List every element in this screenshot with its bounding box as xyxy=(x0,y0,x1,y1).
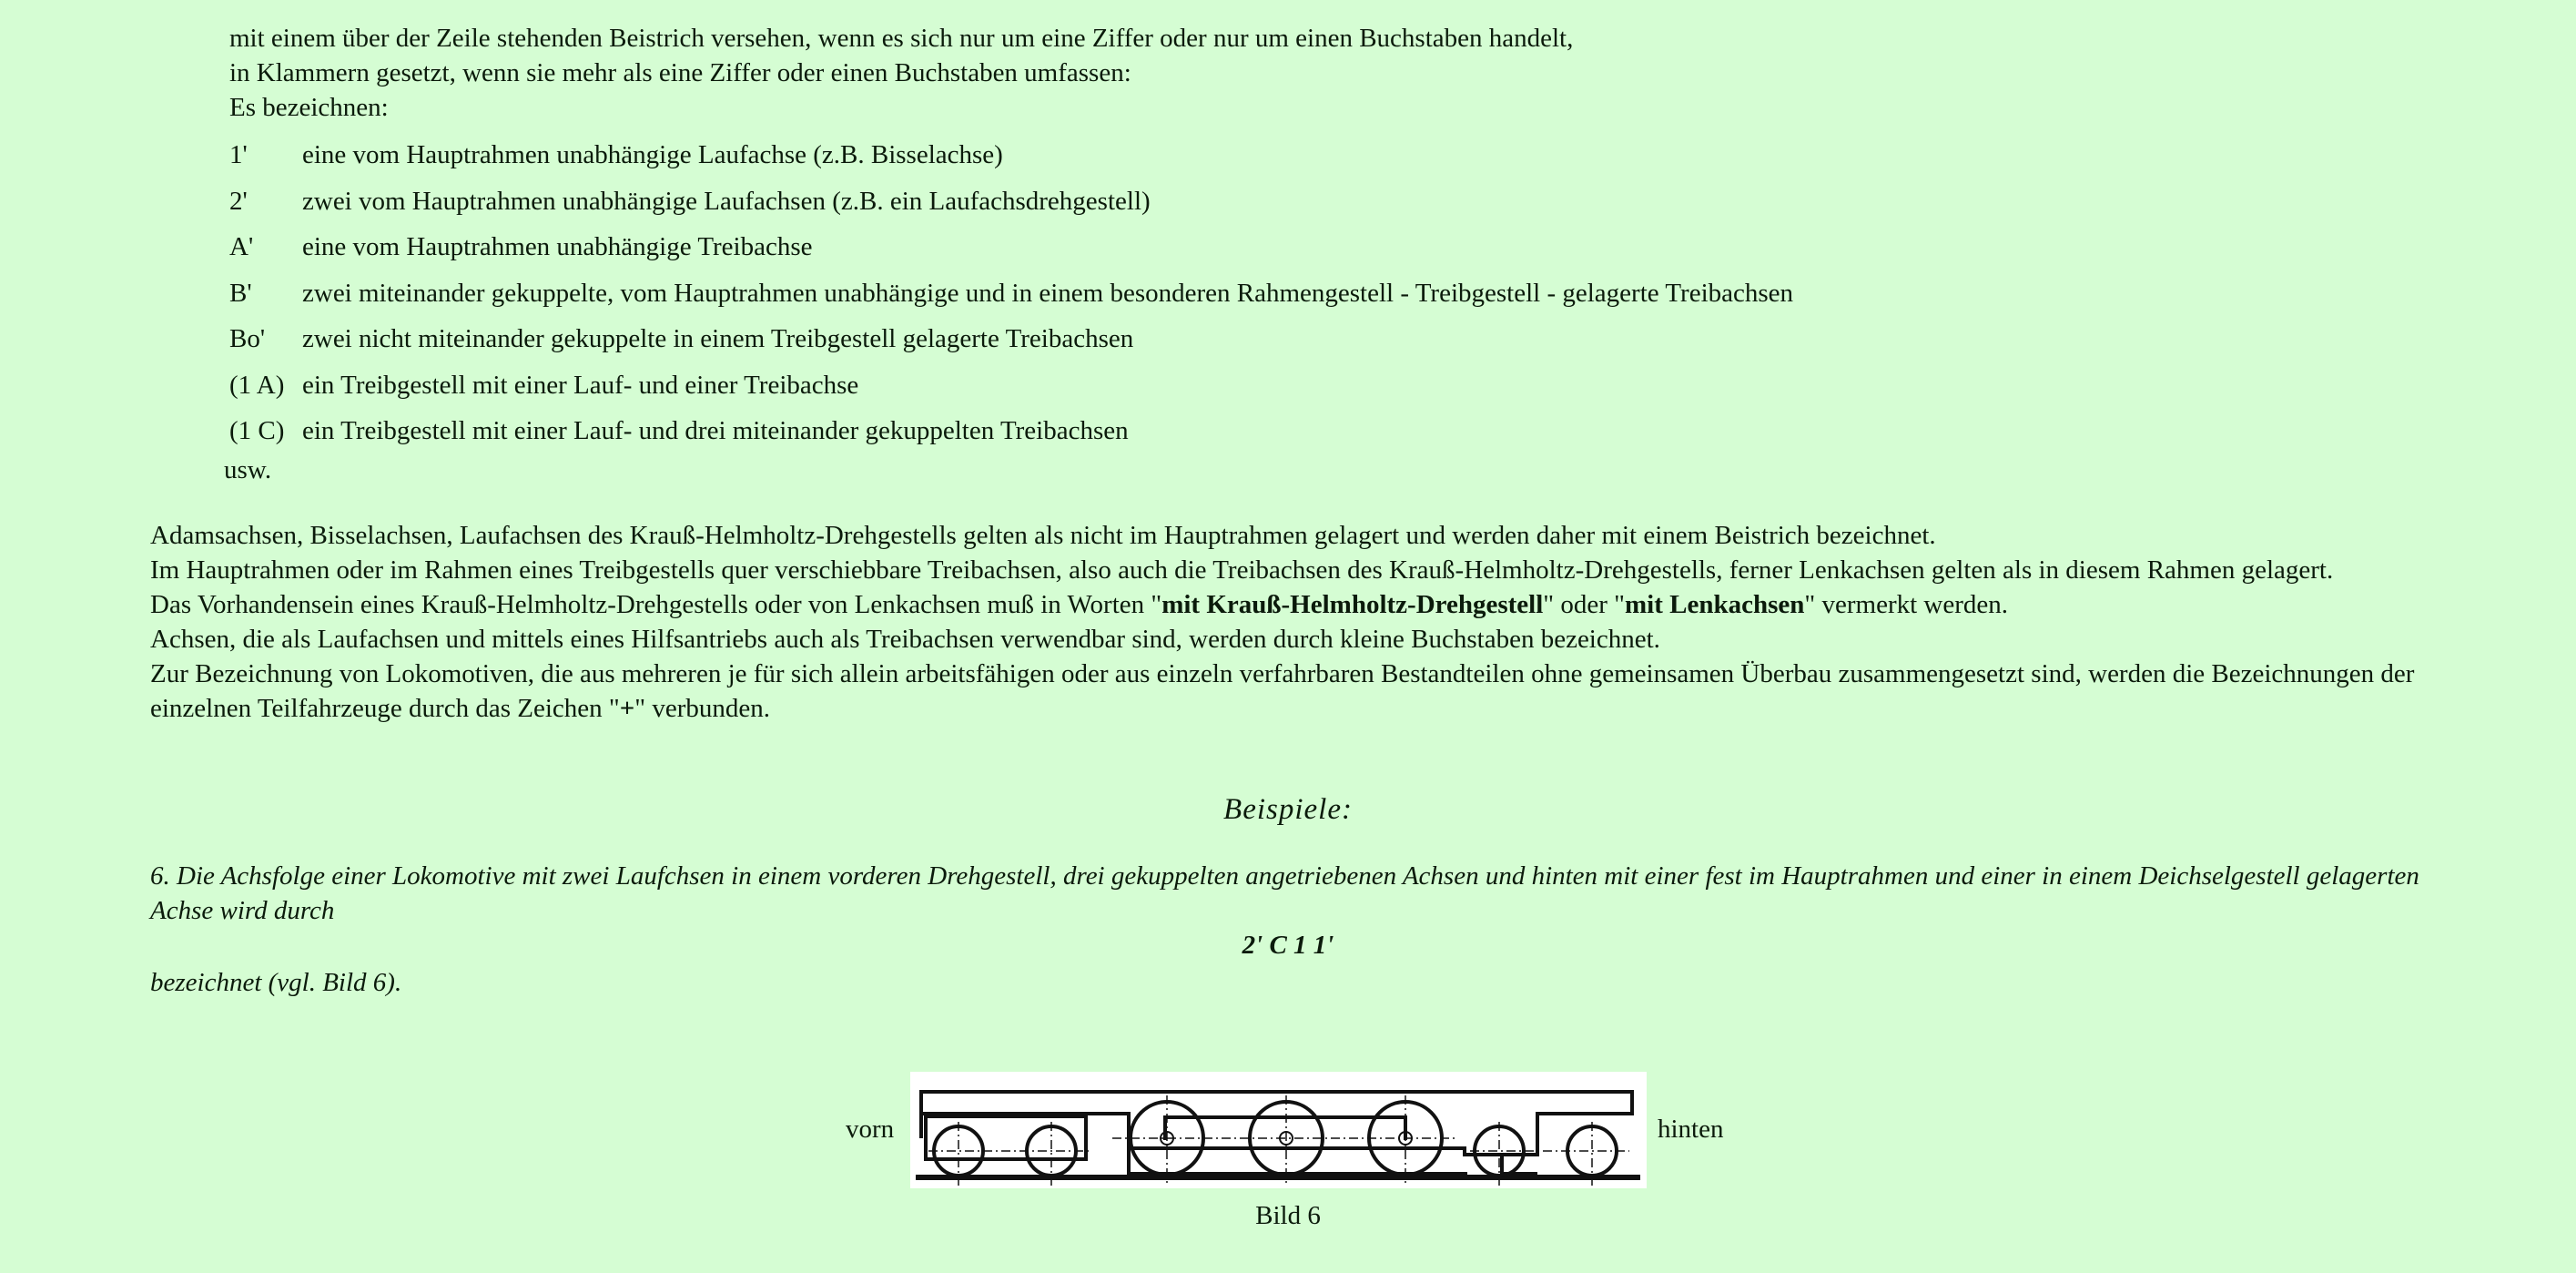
axle-description: eine vom Hauptrahmen unabhängige Treibachse xyxy=(302,232,813,261)
rule-text: " verbunden. xyxy=(634,694,770,723)
figure-label-front: vorn xyxy=(846,1115,895,1144)
wheel xyxy=(1475,1126,1524,1176)
axle-code: 2' xyxy=(229,186,248,216)
axle-code: Bo' xyxy=(229,324,266,353)
rule-text: Zur Bezeichnung von Lokomotiven, die aus mehreren je für sich allein arbeitsfähigen oder aus einzeln verfahrbaren Bestandteilen ohne gemeinsamen Überbau zusammengesetzt sind, werden die Bezeichnungen der einzelnen Teilfahrzeuge durch das Zeichen " xyxy=(150,659,2415,723)
intro-line: in Klammern gesetzt, wenn sie mehr als eine Ziffer oder einen Buchstaben umfassen: xyxy=(229,58,1131,87)
rule-text: Das Vorhandensein eines Krauß-Helmholtz-Drehgestells oder von Lenkachsen muß in Worten " xyxy=(150,590,1162,619)
example-paragraph: 6. Die Achsfolge einer Lokomotive mit zwei Laufchsen in einem vorderen Drehgestell, drei gekuppelten angetriebenen Achsen und hinten mit einer fest im Hauptrahmen und einer in einem Deichselgestell gelagerten Achse wird durch xyxy=(150,861,2419,925)
definition-row xyxy=(229,137,1793,184)
definition-row xyxy=(229,229,1793,276)
axle-description: ein Treibgestell mit einer Lauf- und drei miteinander gekuppelten Treibachsen xyxy=(302,416,1129,445)
rule-bold-term: + xyxy=(619,694,635,723)
axle-description: zwei miteinander gekuppelte, vom Hauptrahmen unabhängige und in einem besonderen Rahmengestell - Treibgestell - gelagerte Treibachsen xyxy=(302,278,1794,308)
axle-code: (1 A) xyxy=(229,370,285,400)
intro-line: mit einem über der Zeile stehenden Beistrich versehen, wenn es sich nur um eine Ziffer oder nur um einen Buchstaben handelt, xyxy=(229,24,1574,53)
definition-row xyxy=(229,413,1793,460)
example-text xyxy=(150,859,2426,928)
list-continuation: usw. xyxy=(224,455,272,484)
locomotive-diagram xyxy=(910,1072,1647,1188)
axle-code: A' xyxy=(229,232,254,261)
axle-description: zwei vom Hauptrahmen unabhängige Laufachsen (z.B. ein Laufachsdrehgestell) xyxy=(302,186,1151,216)
rule-paragraph: Adamsachsen, Bisselachsen, Laufachsen des Krauß-Helmholtz-Drehgestells gelten als nicht im Hauptrahmen gelagert und werden daher mit einem Beistrich bezeichnet. xyxy=(150,521,1936,550)
lower-frame-line xyxy=(1129,1148,1467,1174)
rule-text: " oder " xyxy=(1543,590,1626,619)
definition-row xyxy=(229,276,1793,322)
axle-code: (1 C) xyxy=(229,416,285,445)
axle-description: zwei nicht miteinander gekuppelte in einem Treibgestell gelagerte Treibachsen xyxy=(302,324,1134,353)
rule-paragraph xyxy=(150,657,2426,726)
axle-description: eine vom Hauptrahmen unabhängige Laufachse (z.B. Bisselachse) xyxy=(302,140,1003,169)
axle-description: ein Treibgestell mit einer Lauf- und einer Treibachse xyxy=(302,370,859,400)
rule-bold-term: mit Krauß-Helmholtz-Drehgestell xyxy=(1161,590,1544,619)
rule-paragraph xyxy=(150,587,2426,622)
definition-row xyxy=(229,184,1793,230)
rule-paragraph: Achsen, die als Laufachsen und mittels eines Hilfsantriebs auch als Treibachsen verwendbar sind, werden durch kleine Buchstaben bezeichnet. xyxy=(150,625,1660,654)
figure-label-rear: hinten xyxy=(1658,1115,1724,1144)
definition-row xyxy=(229,321,1793,368)
intro-text xyxy=(229,21,2505,125)
rule-bold-term: mit Lenkachsen xyxy=(1625,590,1805,619)
axle-formula: 2' C 1 1' xyxy=(1242,931,1334,960)
intro-line: Es bezeichnen: xyxy=(229,93,389,122)
example-closing: bezeichnet (vgl. Bild 6). xyxy=(150,968,402,997)
locomotive-diagram-svg xyxy=(910,1072,1647,1188)
rule-text: " vermerkt werden. xyxy=(1804,590,2009,619)
rules-text xyxy=(150,518,2426,726)
examples-heading: Beispiele: xyxy=(1223,793,1353,826)
rule-paragraph: Im Hauptrahmen oder im Rahmen eines Treibgestells quer verschiebbare Treibachsen, also auch die Treibachsen des Krauß-Helmholtz-Drehgestells, ferner Lenkachsen gelten als in diesem Rahmen gelagert. xyxy=(150,555,2334,585)
axle-code: B' xyxy=(229,278,252,308)
axle-code: 1' xyxy=(229,140,248,169)
front-bogie-frame xyxy=(926,1116,1086,1159)
figure-caption: Bild 6 xyxy=(1255,1201,1321,1230)
axle-notation-list xyxy=(229,137,1793,460)
definition-row xyxy=(229,368,1793,414)
